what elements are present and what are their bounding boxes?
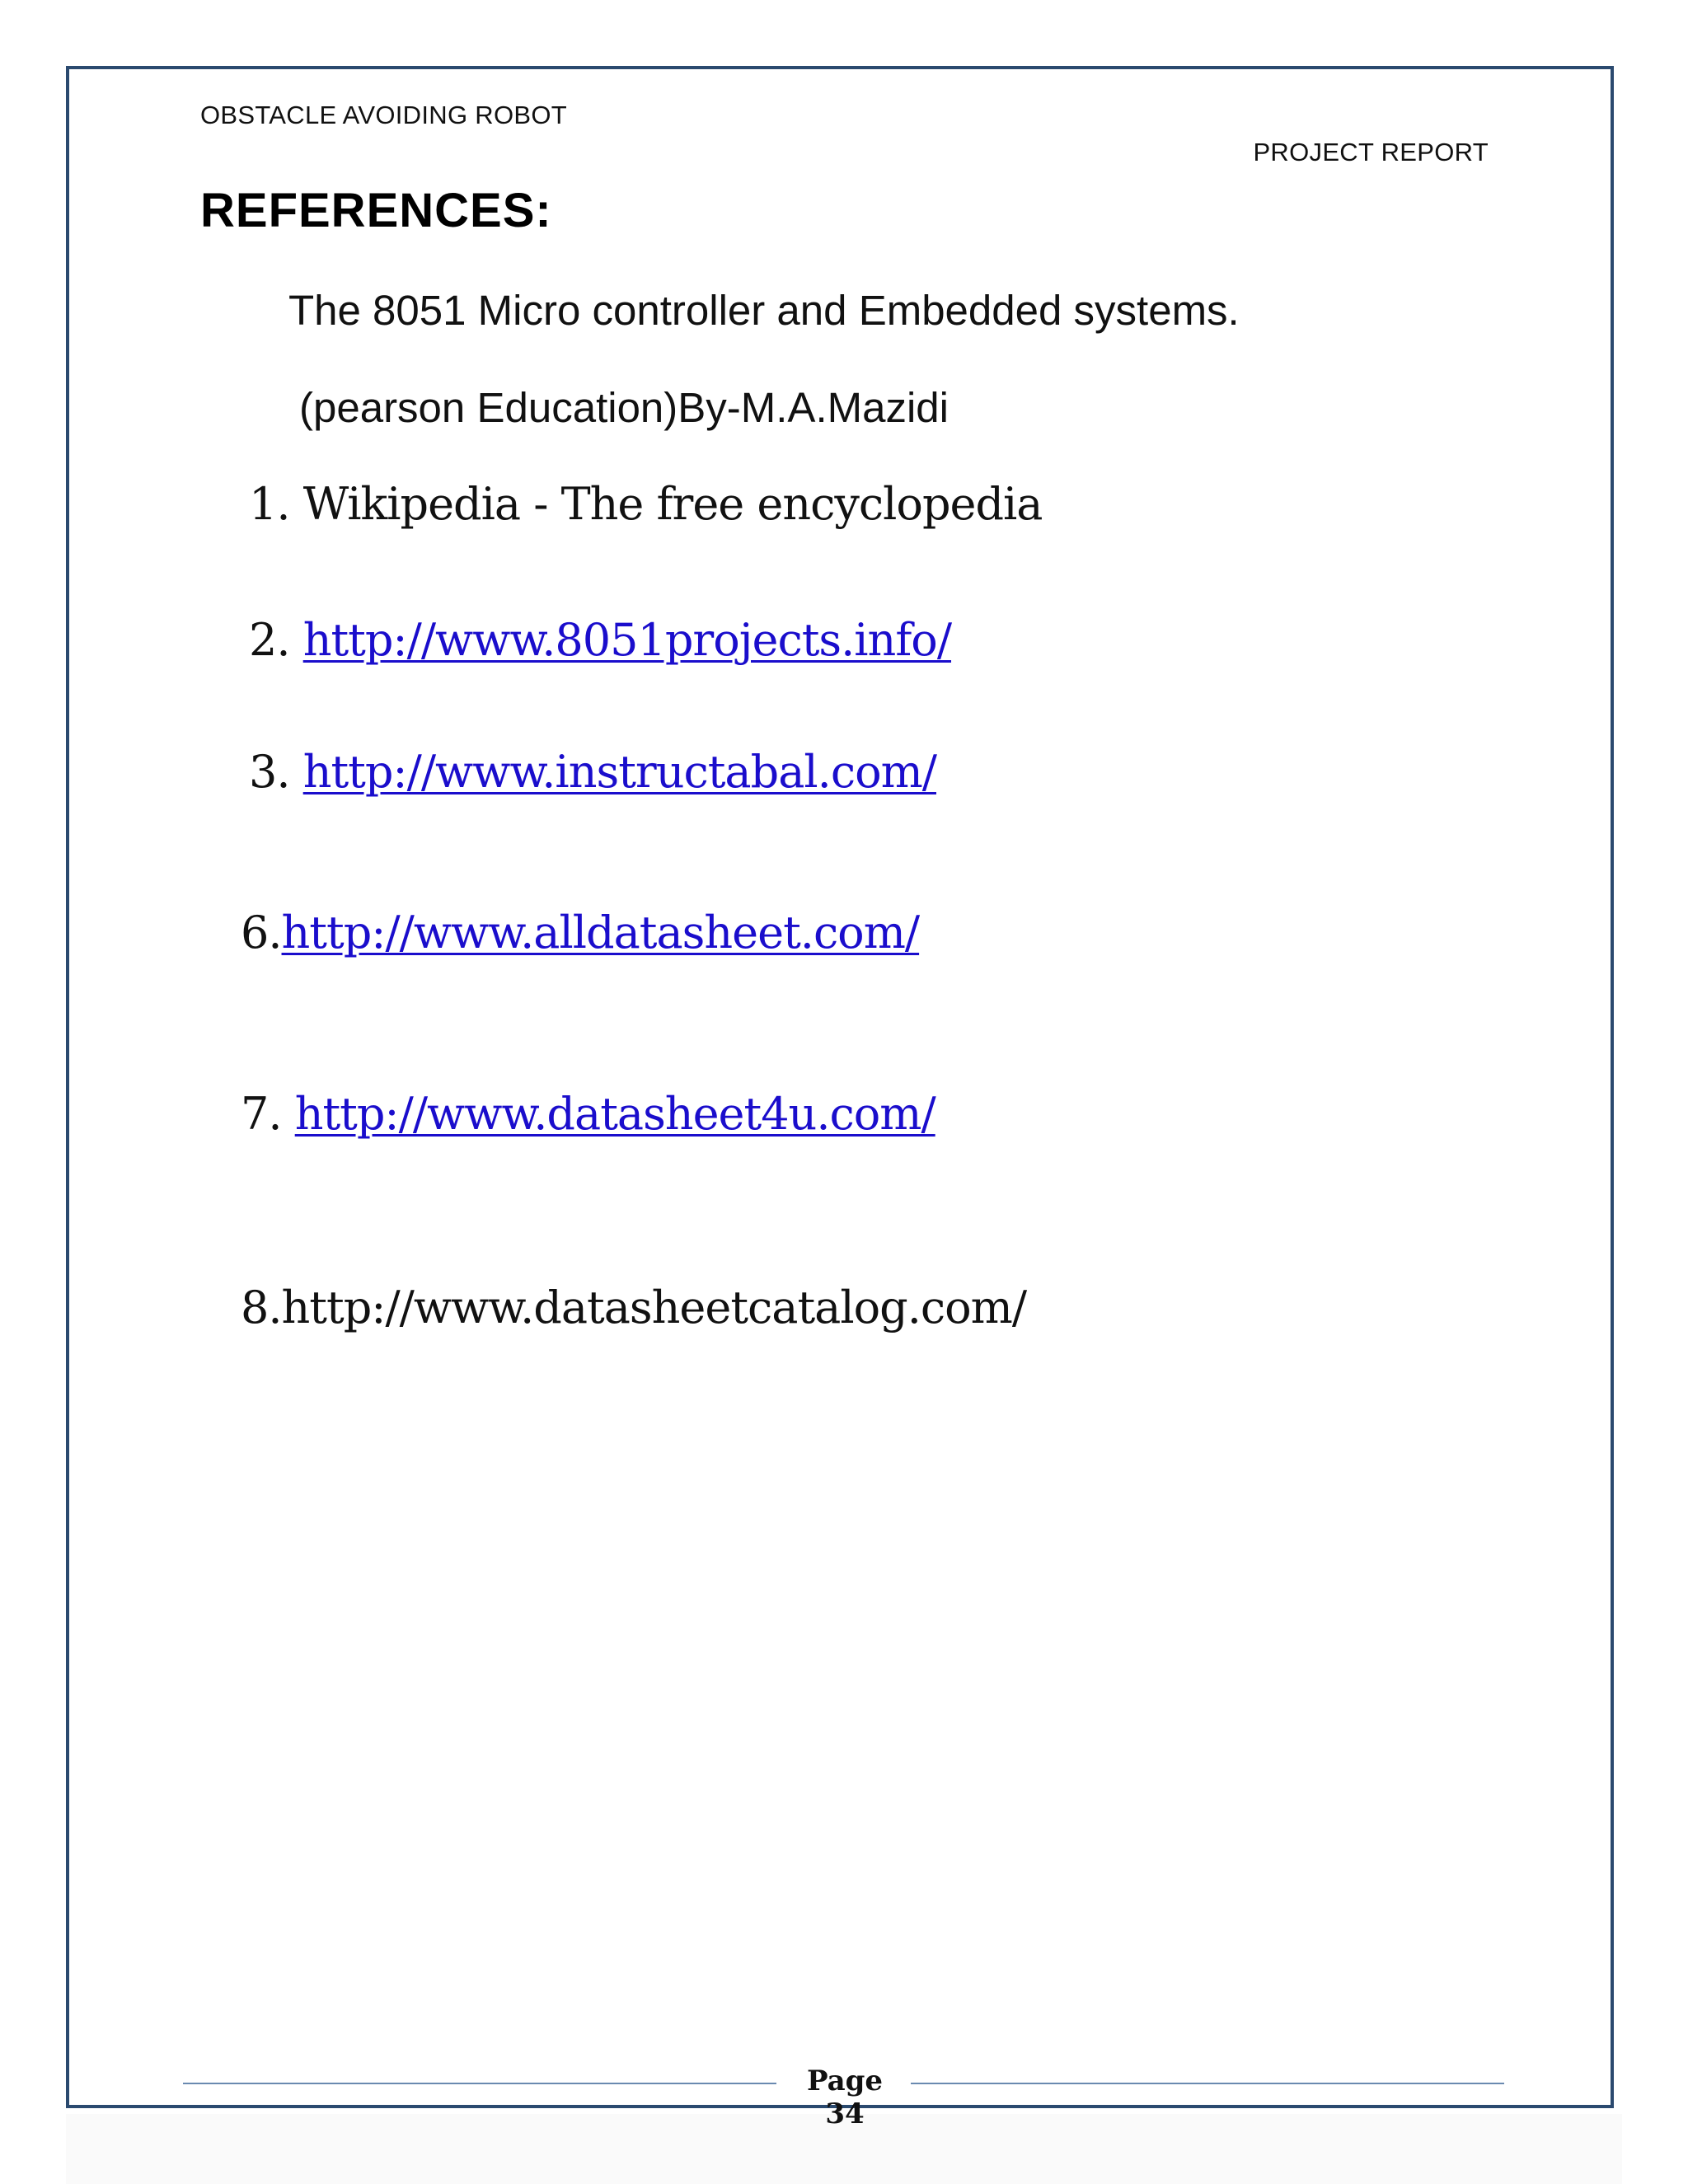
footer-rule-right (911, 2083, 1504, 2084)
reference-text: Wikipedia - The free encyclopedia (302, 478, 1043, 530)
header-report-label: PROJECT REPORT (1253, 138, 1489, 166)
reference-link[interactable]: http://www.datasheet4u.com/ (294, 1088, 935, 1140)
reference-item-1 (249, 478, 1043, 530)
reference-item-6 (241, 907, 919, 958)
reference-number: 8. (241, 1282, 282, 1333)
reference-number: 2. (249, 614, 303, 666)
page-border (66, 66, 1614, 2108)
reference-number: 7. (241, 1088, 295, 1140)
reference-item-8 (241, 1282, 1026, 1333)
reference-number: 1. (249, 478, 303, 530)
footer-rule-left (183, 2083, 776, 2084)
references-heading: REFERENCES: (200, 184, 552, 237)
book-reference-title: The 8051 Micro controller and Embedded systems. (288, 287, 1240, 334)
reference-number: 3. (249, 746, 303, 798)
reference-item-2 (249, 614, 951, 666)
page-number: Page 34 (806, 2064, 884, 2130)
reference-link[interactable]: http://www.instructabal.com/ (302, 746, 936, 798)
reference-item-3 (249, 746, 936, 798)
reference-link[interactable]: http://www.alldatasheet.com/ (281, 907, 920, 958)
reference-link[interactable]: http://www.8051projects.info/ (302, 614, 952, 666)
reference-number: 6. (241, 907, 282, 958)
reference-item-7 (241, 1088, 935, 1140)
book-reference-author: (pearson Education)By-M.A.Mazidi (299, 384, 949, 431)
reference-text: http://www.datasheetcatalog.com/ (281, 1282, 1027, 1333)
header-title: OBSTACLE AVOIDING ROBOT (200, 101, 568, 129)
